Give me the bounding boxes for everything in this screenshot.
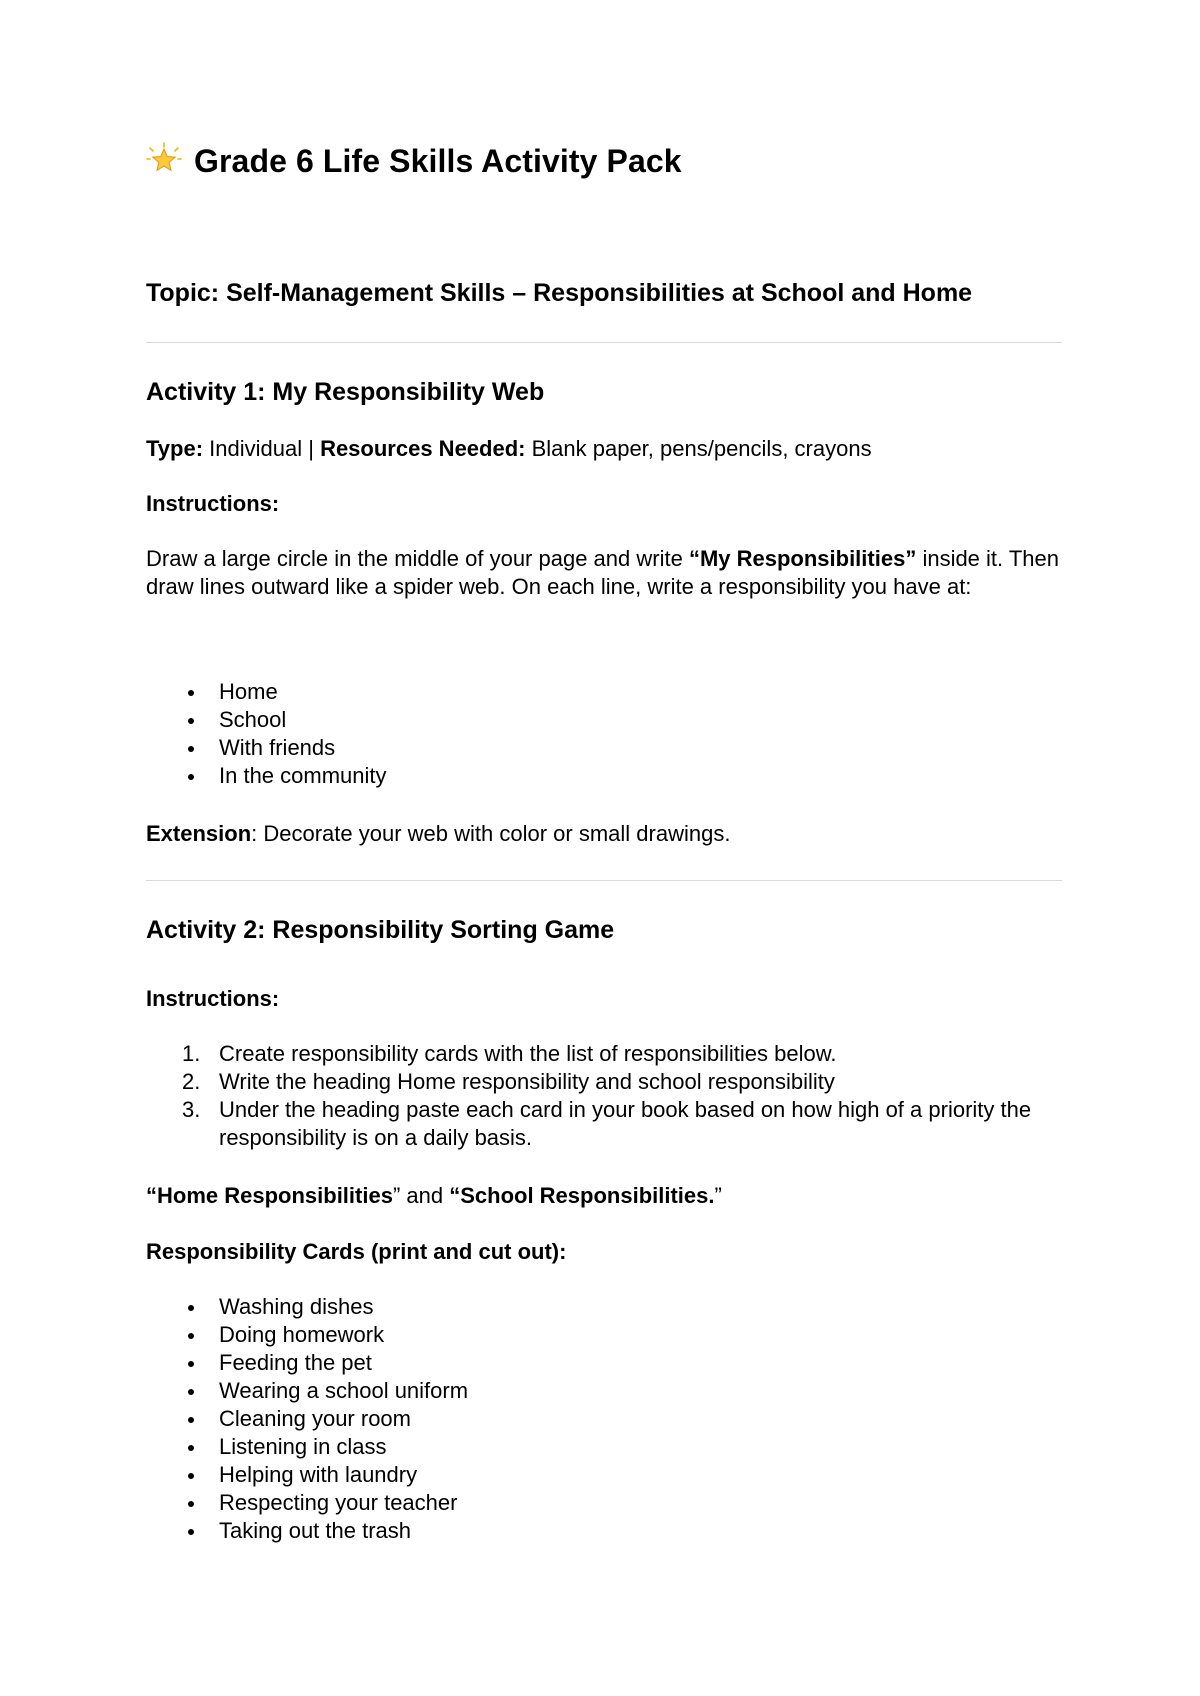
- list-item: Listening in class: [146, 1433, 468, 1461]
- list-item: [146, 1068, 1062, 1096]
- list-item: In the community: [146, 762, 387, 790]
- home-responsibilities: Home Responsibilities: [157, 1183, 393, 1208]
- divider: [146, 342, 1062, 343]
- instructions-bold: My Responsibilities: [699, 546, 906, 571]
- star-icon: [146, 142, 182, 178]
- resources-value: Blank paper, pens/pencils, crayons: [525, 436, 872, 461]
- quote-close: ”: [714, 1183, 722, 1208]
- list-item: Doing homework: [146, 1321, 468, 1349]
- activity1-instructions-label: Instructions:: [146, 491, 280, 516]
- activity2-heading: Activity 2: Responsibility Sorting Game: [146, 916, 615, 944]
- list-item: Feeding the pet: [146, 1349, 468, 1377]
- step-number: 2.: [182, 1069, 201, 1094]
- quote-open: “: [449, 1183, 461, 1208]
- type-value: Individual |: [203, 436, 321, 461]
- list-item: School: [146, 706, 387, 734]
- step-text: Write the heading Home responsibility and school responsibility: [219, 1069, 835, 1094]
- step-text: Under the heading paste each card in your book based on how high of a priority the responsibility is on a daily basis.: [219, 1097, 1032, 1150]
- quote-open: “: [688, 546, 700, 571]
- activity1-extension: [146, 820, 1062, 848]
- list-item: With friends: [146, 734, 387, 762]
- list-item: Washing dishes: [146, 1293, 468, 1321]
- resources-label: Resources Needed:: [320, 436, 526, 461]
- activity2-instructions-label: Instructions:: [146, 986, 280, 1011]
- title-row: [146, 143, 682, 180]
- step-number: 3.: [182, 1097, 201, 1122]
- topic-heading: Topic: Self-Management Skills – Responsibilities at School and Home: [146, 279, 973, 307]
- step-number: 1.: [182, 1041, 201, 1066]
- instructions-text-cont: inside it. Then draw lines outward like a spider web. On each line, write a responsibility you have at:: [146, 546, 1060, 599]
- list-item: [146, 1040, 1062, 1068]
- list-item: Home: [146, 678, 387, 706]
- cards-list: [146, 1293, 468, 1545]
- extension-label: Extension: [146, 821, 252, 846]
- cards-label: Responsibility Cards (print and cut out):: [146, 1239, 567, 1264]
- divider: [146, 880, 1062, 881]
- quote-close: ”: [905, 546, 917, 571]
- places-list: [146, 678, 387, 790]
- quote-open: “: [146, 1183, 157, 1208]
- list-item: Wearing a school uniform: [146, 1377, 468, 1405]
- steps-list: [146, 1040, 1062, 1152]
- type-label: Type:: [146, 436, 204, 461]
- activity2-headings-line: [146, 1182, 1062, 1210]
- list-item: [146, 1096, 1062, 1152]
- activity1-heading: Activity 1: My Responsibility Web: [146, 378, 545, 406]
- list-item: Cleaning your room: [146, 1405, 468, 1433]
- document-title: Grade 6 Life Skills Activity Pack: [194, 143, 682, 179]
- extension-text: : Decorate your web with color or small drawings.: [251, 821, 731, 846]
- instructions-text: Draw a large circle in the middle of your page and write: [146, 546, 689, 571]
- list-item: Taking out the trash: [146, 1517, 468, 1545]
- connector-text: ” and: [392, 1183, 450, 1208]
- school-responsibilities: School Responsibilities.: [460, 1183, 715, 1208]
- step-text: Create responsibility cards with the list of responsibilities below.: [219, 1041, 837, 1066]
- list-item: Respecting your teacher: [146, 1489, 468, 1517]
- activity1-instructions: [146, 545, 1062, 601]
- activity1-type-line: [146, 435, 1062, 463]
- list-item: Helping with laundry: [146, 1461, 468, 1489]
